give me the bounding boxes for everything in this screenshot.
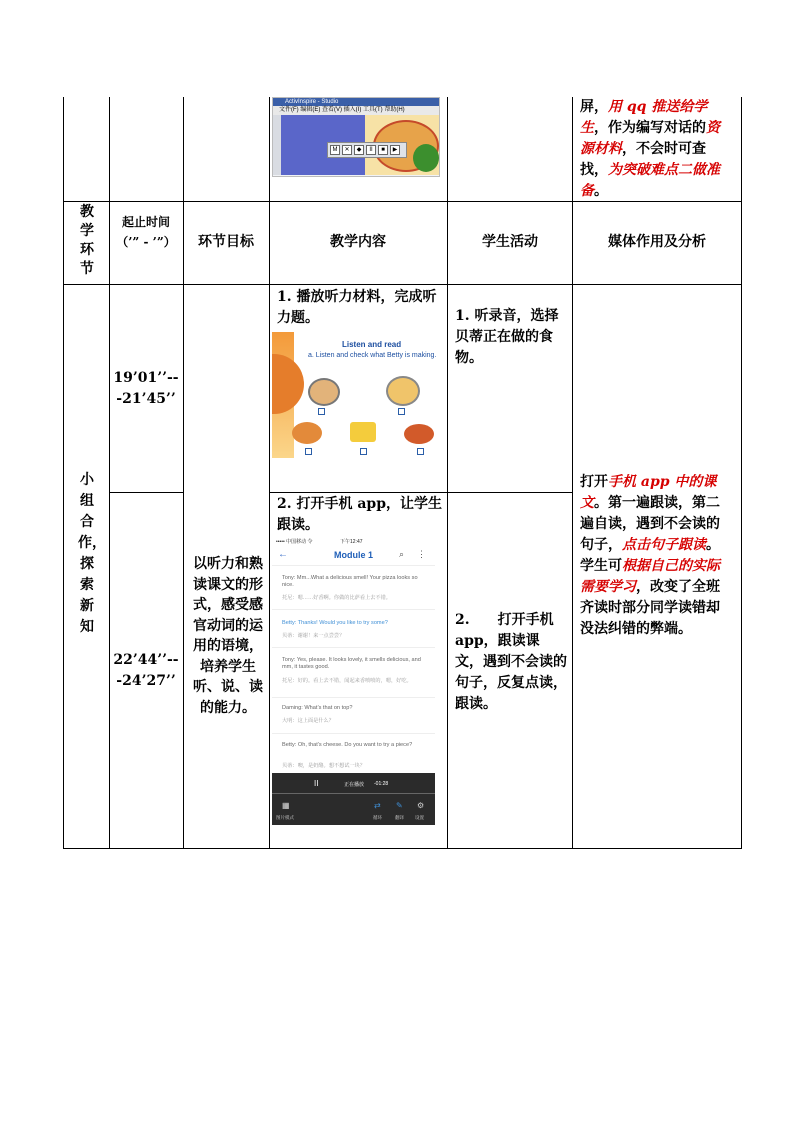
player-status: 正在播放 xyxy=(344,782,365,788)
activinspire-screenshot xyxy=(272,97,440,177)
more-icon: ⋮ xyxy=(417,549,426,559)
audio-player xyxy=(272,773,435,825)
table-border-left xyxy=(63,97,64,849)
dialogue-line-en: Tony: Yes, please. It looks lovely, it smells delicious, and mm, it tastes good. xyxy=(282,657,421,670)
cheese-image xyxy=(350,422,376,442)
activinspire-menu: 文件(F) 编辑(E) 查看(V) 插入(I) 工具(T) 帮助(H) xyxy=(273,106,439,115)
food-image-2 xyxy=(386,376,420,406)
search-icon: ⌕ xyxy=(399,549,405,559)
time-range-1: 19’01’’---21’45’’ xyxy=(113,370,179,407)
section-media-analysis: 打开手机 app 中的课文。第一遍跟读，第二遍自读，遇到不会读的句子，点击句子跟读。学生可根据自己的实际需要学习，改变了全班齐读时部分同学读错却没法纠错的弊端。 xyxy=(580,474,720,637)
dialogue-line-en: Betty: Thanks! Would you like to try some? xyxy=(282,620,388,626)
back-arrow-icon: ← xyxy=(278,549,288,560)
header-activity: 学生活动 xyxy=(482,234,538,250)
carrier-label: ••••• 中国移动 令 xyxy=(276,539,313,545)
table-row-line-3 xyxy=(109,492,184,493)
food-image-3 xyxy=(292,422,322,444)
translate-label: 翻译 xyxy=(395,815,404,820)
header-goal: 环节目标 xyxy=(198,234,254,250)
dialogue-line-en: Betty: Oh, that’s cheese. Do you want to try a piece? xyxy=(282,742,413,748)
dialogue-line-zh: 贝蒂：噢，是奶酪。想不想试一块？ xyxy=(282,763,366,769)
table-row-line-4 xyxy=(269,492,573,493)
activity-step-1: 1. 听录音，选择贝蒂正在做的食物。 xyxy=(455,308,559,366)
table-col-line-5 xyxy=(572,97,573,849)
checkbox-5 xyxy=(417,448,424,455)
table-border-right xyxy=(741,97,742,849)
loop-label: 循环 xyxy=(373,815,382,820)
dialogue-line-zh: 托尼：好的。看上去不错，闻起来香喷喷的，嗯，好吃。 xyxy=(282,678,412,684)
content-step-2: 2. 打开手机 app，让学生跟读。 xyxy=(277,496,443,533)
control-m: M xyxy=(330,145,340,155)
control-pause: II xyxy=(366,145,376,155)
header-media: 媒体作用及分析 xyxy=(608,234,706,250)
dialogue-separator xyxy=(272,609,435,610)
time-range-2: 22’44’’---24’27’’ xyxy=(113,652,179,689)
exercise-instruction: a. Listen and check what Betty is making. xyxy=(308,352,437,359)
checkbox-3 xyxy=(305,448,312,455)
grid-icon: ▦ xyxy=(282,801,290,810)
checkbox-2 xyxy=(398,408,405,415)
control-stop: ■ xyxy=(378,145,388,155)
settings-label: 设置 xyxy=(415,815,424,820)
phone-status-bar xyxy=(272,537,435,547)
header-content: 教学内容 xyxy=(330,234,386,250)
header-time: 起止时间（’” - ’”） xyxy=(116,215,176,249)
dialogue-separator xyxy=(272,697,435,698)
top-media-analysis: 屏，用 qq 推送给学生，作为编写对话的资源材料，不会时可查找，为突破难点二做准备。 xyxy=(580,99,720,199)
lettuce-image xyxy=(413,144,439,172)
table-col-line-4 xyxy=(447,97,448,849)
section-stage: 小组合作，探索新知 xyxy=(78,472,106,635)
control-play: ▶ xyxy=(390,145,400,155)
player-time: -01:28 xyxy=(374,781,389,787)
table-col-line-2 xyxy=(183,97,184,849)
grid-label: 图片模式 xyxy=(276,815,294,820)
dialogue-line-zh: 贝蒂：谢谢！来一点尝尝？ xyxy=(282,633,345,639)
table-border-bottom xyxy=(63,848,742,849)
dialogue-separator xyxy=(272,647,435,648)
dialogue-line-en: Daming: What’s that on top? xyxy=(282,705,353,711)
exercise-title: Listen and read xyxy=(342,340,402,349)
dialogue-line-en: Tony: Mm...What a delicious smell! Your pizza looks so nice. xyxy=(282,575,418,588)
dialogue-separator xyxy=(272,733,435,734)
module-title: Module 1 xyxy=(334,550,374,560)
checkbox-1 xyxy=(318,408,325,415)
section-goal: 以听力和熟读课文的形式，感受感官动词的运用的语境，培养学生听、说、读的能力。 xyxy=(193,556,263,716)
listen-and-read-exercise xyxy=(272,332,442,458)
table-row-line-2 xyxy=(63,284,742,285)
phone-app-screenshot xyxy=(272,537,435,825)
phone-nav-bar xyxy=(272,547,435,566)
playback-controls xyxy=(327,142,407,158)
content-step-1: 1. 播放听力材料，完成听力题。 xyxy=(277,289,437,326)
activinspire-title: ActivInspire - Studio xyxy=(273,98,439,106)
pizza-image xyxy=(404,424,434,444)
food-image-1 xyxy=(308,378,340,406)
activity-step-2: 2. 打开手机app，跟读课文，遇到不会读的句子，反复点读，跟读。 xyxy=(455,612,567,712)
settings-icon: ⚙ xyxy=(417,801,425,810)
pizza-slice-image xyxy=(272,354,304,414)
dialogue-line-zh: 托尼：嗯……好香啊。你做的比萨看上去不错。 xyxy=(282,595,391,601)
table-col-line-3 xyxy=(269,97,270,849)
checkbox-4 xyxy=(360,448,367,455)
progress-track xyxy=(272,793,435,794)
pause-icon: II xyxy=(314,779,319,788)
control-record: ◆ xyxy=(354,145,364,155)
loop-icon: ⇄ xyxy=(374,801,381,810)
table-col-line-1 xyxy=(109,97,110,849)
dialogue-line-zh: 大明：这上面是什么？ xyxy=(282,718,334,724)
activinspire-toolbar xyxy=(273,115,281,175)
phone-clock: 下午12:47 xyxy=(340,539,363,545)
header-stage: 教学环节 xyxy=(80,204,94,277)
translate-icon: ✎ xyxy=(396,801,403,810)
control-close: ✕ xyxy=(342,145,352,155)
